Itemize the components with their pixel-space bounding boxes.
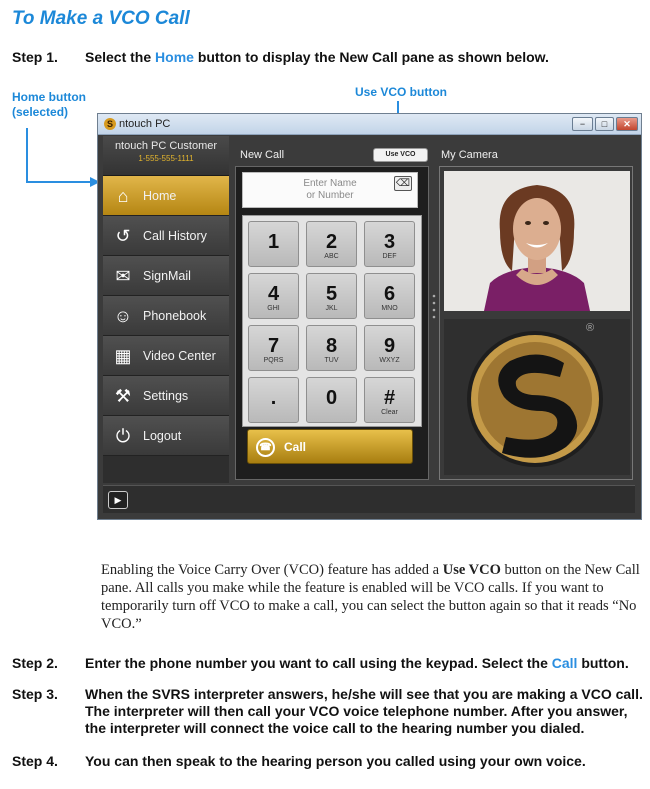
sidebar-item-label: Settings: [143, 389, 189, 403]
key-digit: 6: [383, 283, 396, 305]
step-2-pre: Enter the phone number you want to call using the keypad. Select the: [85, 655, 552, 671]
sorenson-logo-icon: [444, 319, 630, 475]
key-4[interactable]: [248, 273, 299, 319]
key-letters: MNO: [381, 305, 398, 312]
step-1-home-link: Home: [155, 49, 194, 65]
backspace-icon[interactable]: ⌫: [395, 178, 411, 189]
doc-title: To Make a VCO Call: [12, 8, 190, 29]
bottom-toolbar: [103, 485, 635, 513]
key-digit: 8: [325, 335, 338, 357]
pane-resize-handle[interactable]: [432, 292, 436, 322]
para-part-2: button on the New Call pane. All calls you make while the feature is enabled will be VCO calls. If you want to temporarily turn off VCO to make a call, you can select the button again so that it reads “No VCO.”: [101, 562, 640, 632]
camera-pane: [439, 166, 633, 480]
step-3-text: [85, 686, 643, 737]
home-callout-arrow: [27, 128, 100, 187]
key-2[interactable]: [306, 221, 357, 267]
step-2-post: button.: [577, 655, 629, 671]
signmail-icon: ✉: [115, 266, 131, 286]
minimize-button[interactable]: −: [572, 117, 593, 131]
app-logo-icon: S: [104, 118, 116, 130]
key-7[interactable]: [248, 325, 299, 371]
key-letters: GHI: [267, 305, 280, 312]
key-digit: #: [383, 387, 396, 409]
entry-placeholder-line2: or Number: [306, 190, 354, 201]
sidebar-item-label: Call History: [143, 229, 207, 243]
sidebar: [103, 136, 229, 483]
key-digit: 4: [267, 283, 280, 305]
vco-button-callout: Use VCO button: [355, 85, 447, 99]
new-call-header: New Call: [240, 149, 285, 161]
key-digit: 3: [383, 231, 396, 253]
sidebar-item-settings[interactable]: [103, 376, 229, 416]
key-digit: 5: [325, 283, 338, 305]
phonebook-icon: ☺: [113, 306, 133, 326]
ntouch-window: [97, 113, 642, 520]
key-letters: DEF: [382, 253, 397, 260]
sidebar-item-label: Phonebook: [143, 309, 207, 323]
film-icon: ▦: [114, 346, 132, 366]
vco-explanation-paragraph: [101, 561, 649, 633]
step-2-number: Step 2.: [12, 655, 58, 671]
key-9[interactable]: [364, 325, 415, 371]
step-4-text: You can then speak to the hearing person you called using your own voice.: [85, 753, 586, 769]
sidebar-item-label: Video Center: [143, 349, 216, 363]
key-letters: JKL: [325, 305, 338, 312]
call-button-label: Call: [284, 440, 307, 454]
key-1[interactable]: [248, 221, 299, 267]
sidebar-item-phonebook[interactable]: [103, 296, 229, 336]
step-1-pre: Select the: [85, 49, 156, 65]
key-digit: 1: [267, 231, 280, 253]
key-letters: WXYZ: [379, 357, 400, 364]
sidebar-item-label: SignMail: [143, 269, 191, 283]
my-camera-header: My Camera: [441, 149, 498, 161]
step-1-number: Step 1.: [12, 49, 58, 65]
power-icon: ⏻: [115, 426, 131, 446]
key-6[interactable]: [364, 273, 415, 319]
user-name: ntouch PC Customer: [114, 140, 218, 152]
sidebar-item-label: Home: [143, 189, 177, 203]
keypad: [242, 215, 422, 427]
sidebar-item-home[interactable]: [103, 176, 229, 216]
home-callout-line2: (selected): [12, 105, 69, 119]
key-5[interactable]: [306, 273, 357, 319]
camera-person-image: [444, 171, 630, 311]
key-digit: 7: [267, 335, 280, 357]
key-digit: 2: [325, 231, 338, 253]
step-2-call-link: Call: [551, 655, 578, 671]
key-digit: 9: [383, 335, 396, 357]
entry-placeholder-line1: Enter Name: [303, 178, 357, 189]
video-camera-icon[interactable]: ▶: [108, 491, 128, 509]
para-part-1: Enabling the Voice Carry Over (VCO) feature has added a: [101, 562, 443, 578]
key-3[interactable]: [364, 221, 415, 267]
user-header: [103, 136, 229, 176]
key-letters: Clear: [381, 409, 398, 416]
sidebar-item-label: Logout: [143, 429, 182, 443]
maximize-button[interactable]: □: [595, 117, 614, 131]
key-digit: .: [270, 387, 277, 409]
sorenson-logo: [444, 319, 630, 475]
home-callout-line1: Home button: [12, 90, 86, 104]
key-letters: TUV: [324, 357, 339, 364]
wrench-icon: ⚒: [114, 386, 132, 406]
camera-preview: [444, 171, 630, 311]
step-3-line-1: When the SVRS interpreter answers, he/she will see that you are making a VCO call.: [85, 686, 643, 702]
key-8[interactable]: [306, 325, 357, 371]
number-entry-field[interactable]: [242, 172, 418, 208]
step-3-number: Step 3.: [12, 686, 58, 702]
step-2-text: [85, 655, 629, 672]
step-4-number: Step 4.: [12, 753, 58, 769]
key-letters: ABC: [324, 253, 339, 260]
sidebar-item-call-history[interactable]: [103, 216, 229, 256]
window-titlebar: [98, 114, 641, 135]
step-1-post: button to display the New Call pane as shown below.: [193, 49, 549, 65]
close-button[interactable]: ✕: [616, 117, 638, 131]
key-hash-clear[interactable]: [364, 377, 415, 423]
call-history-icon: ↺: [115, 226, 131, 246]
step-3-line-2: The interpreter will then call your VCO voice telephone number. After you answer,: [85, 703, 628, 719]
step-3-line-3: the interpreter will connect the voice call to the hearing number you dialed.: [85, 720, 585, 736]
key-0[interactable]: [306, 377, 357, 423]
sidebar-item-signmail[interactable]: [103, 256, 229, 296]
home-icon: ⌂: [117, 186, 129, 206]
key-letters: PQRS: [263, 357, 284, 364]
registered-mark: ®: [586, 322, 595, 334]
para-use-vco-bold: Use VCO: [442, 562, 501, 578]
sidebar-item-logout[interactable]: [103, 416, 229, 456]
user-number: 1-555-555-1111: [138, 154, 194, 163]
use-vco-button[interactable]: Use VCO: [373, 148, 428, 162]
phone-icon: ☎: [256, 438, 275, 457]
call-button[interactable]: [247, 429, 413, 464]
sidebar-item-video-center[interactable]: [103, 336, 229, 376]
key-dot[interactable]: [248, 377, 299, 423]
window-title: ntouch PC: [119, 118, 171, 130]
new-call-pane: [235, 166, 429, 480]
key-digit: 0: [325, 387, 338, 409]
